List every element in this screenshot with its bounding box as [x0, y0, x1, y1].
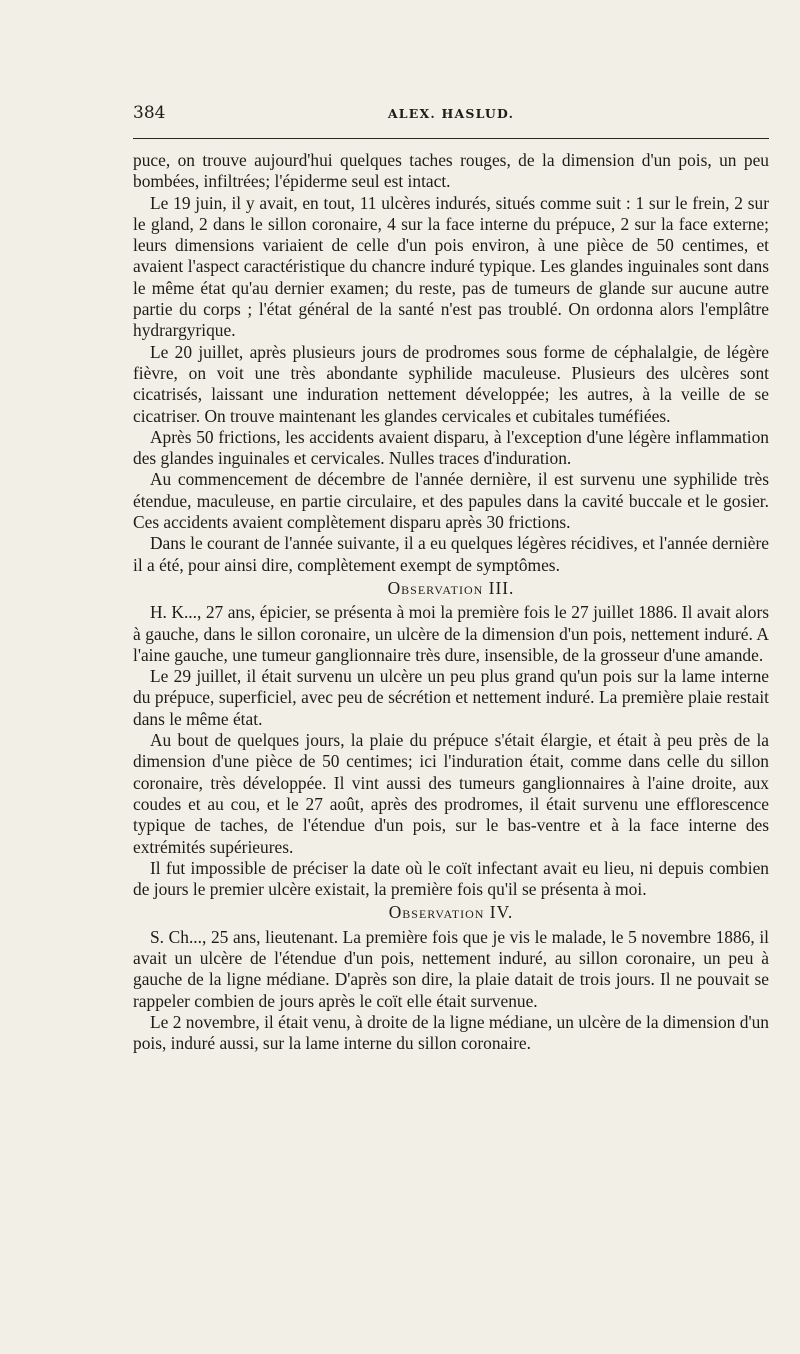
paragraph: Après 50 frictions, les accidents avaient disparu, à l'exception d'une légère inflammation des glandes inguinales et cervicales. Nulles traces d'induration.	[133, 426, 769, 469]
paragraph: Le 29 juillet, il était survenu un ulcère un peu plus grand qu'un pois sur la lame interne du prépuce, superficiel, avec peu de sécrétion et nettement induré. La première plaie restait dans le même état.	[133, 666, 769, 729]
paragraph: Le 20 juillet, après plusieurs jours de prodromes sous forme de céphalalgie, de légère fièvre, on voit une très abondante syphilide maculeuse. Plusieurs des ulcères sont cicatrisés, laissant une induration nettement développée; les autres, à la veille de se cicatriser. On trouve maintenant les glandes cervicales et cubitales tuméfiées.	[133, 341, 769, 426]
observation-heading: Observation III.	[387, 577, 515, 598]
paragraph-continuation: puce, on trouve aujourd'hui quelques taches rouges, de la dimension d'un pois, un peu bombées, infiltrées; l'épiderme seul est intact.	[133, 150, 769, 192]
paragraph: H. K..., 27 ans, épicier, se présenta à moi la première fois le 27 juillet 1886. Il avait alors à gauche, dans le sillon coronaire, un ulcère de la dimension d'un pois, nettement induré. A l'aine gauche, une tumeur ganglionnaire très dure, insensible, de la grosseur d'une amande.	[133, 602, 769, 665]
running-title: ALEX. HASLUD.	[387, 106, 515, 121]
paragraph: Au bout de quelques jours, la plaie du prépuce s'était élargie, et était à peu près de la dimension d'une pièce de 50 centimes; ici l'induration était, comme dans celle du sillon coronaire, très développée. Il vint aussi des tumeurs ganglionnaires à l'aine droite, aux coudes et au cou, et le 27 août, après des prodromes, il était survenu une efflorescence typique de taches, de l'étendue d'un pois, sur le bas-ventre et à la face interne des extrémités supérieures.	[133, 730, 769, 857]
paragraph: S. Ch..., 25 ans, lieutenant. La première fois que je vis le malade, le 5 novembre 1886, il avait un ulcère de l'étendue d'un pois, nettement induré, au sillon coronaire, un peu à gauche de la ligne médiane. D'après son dire, la plaie datait de trois jours. Il ne pouvait se rappeler combien de jours après le coït elle était survenue.	[133, 926, 769, 1011]
paragraph: Il fut impossible de préciser la date où le coït infectant avait eu lieu, ni depuis combien de jours le premier ulcère existait, la première fois qu'il se présenta à moi.	[133, 857, 769, 900]
paragraph: Au commencement de décembre de l'année dernière, il est survenu une syphilide très étendue, maculeuse, en partie circulaire, et des papules dans la cavité buccale et le gosier. Ces accidents avaient complètement disparu après 30 frictions.	[133, 469, 769, 533]
paragraph: Le 2 novembre, il était venu, à droite de la ligne médiane, un ulcère de la dimension d'un pois, induré aussi, sur la lame interne du sillon coronaire.	[133, 1011, 769, 1054]
body-text	[133, 150, 769, 1054]
page-number: 384	[133, 103, 166, 123]
paragraph: Dans le courant de l'année suivante, il a eu quelques légères récidives, et l'année dernière il a été, pour ainsi dire, complètement exempt de symptômes.	[133, 533, 769, 575]
paragraph: Le 19 juin, il y avait, en tout, 11 ulcères indurés, situés comme suit : 1 sur le frein, 2 sur le gland, 2 dans le sillon coronaire, 4 sur la face interne du prépuce, 2 sur la face externe; leurs dimensions variaient de celle d'un pois environ, à une pièce de 50 centimes, et avaient l'aspect caractéristique du chancre induré typique. Les glandes inguinales sont dans le même état qu'au dernier examen; du reste, pas de tumeurs de glande sur aucune autre partie du corps ; l'état général de la santé n'est pas troublé. On ordonna alors l'emplâtre hydrargyrique.	[133, 192, 769, 341]
header-rule	[133, 138, 769, 139]
page-header	[133, 103, 769, 127]
observation-heading: Observation IV.	[388, 902, 514, 923]
